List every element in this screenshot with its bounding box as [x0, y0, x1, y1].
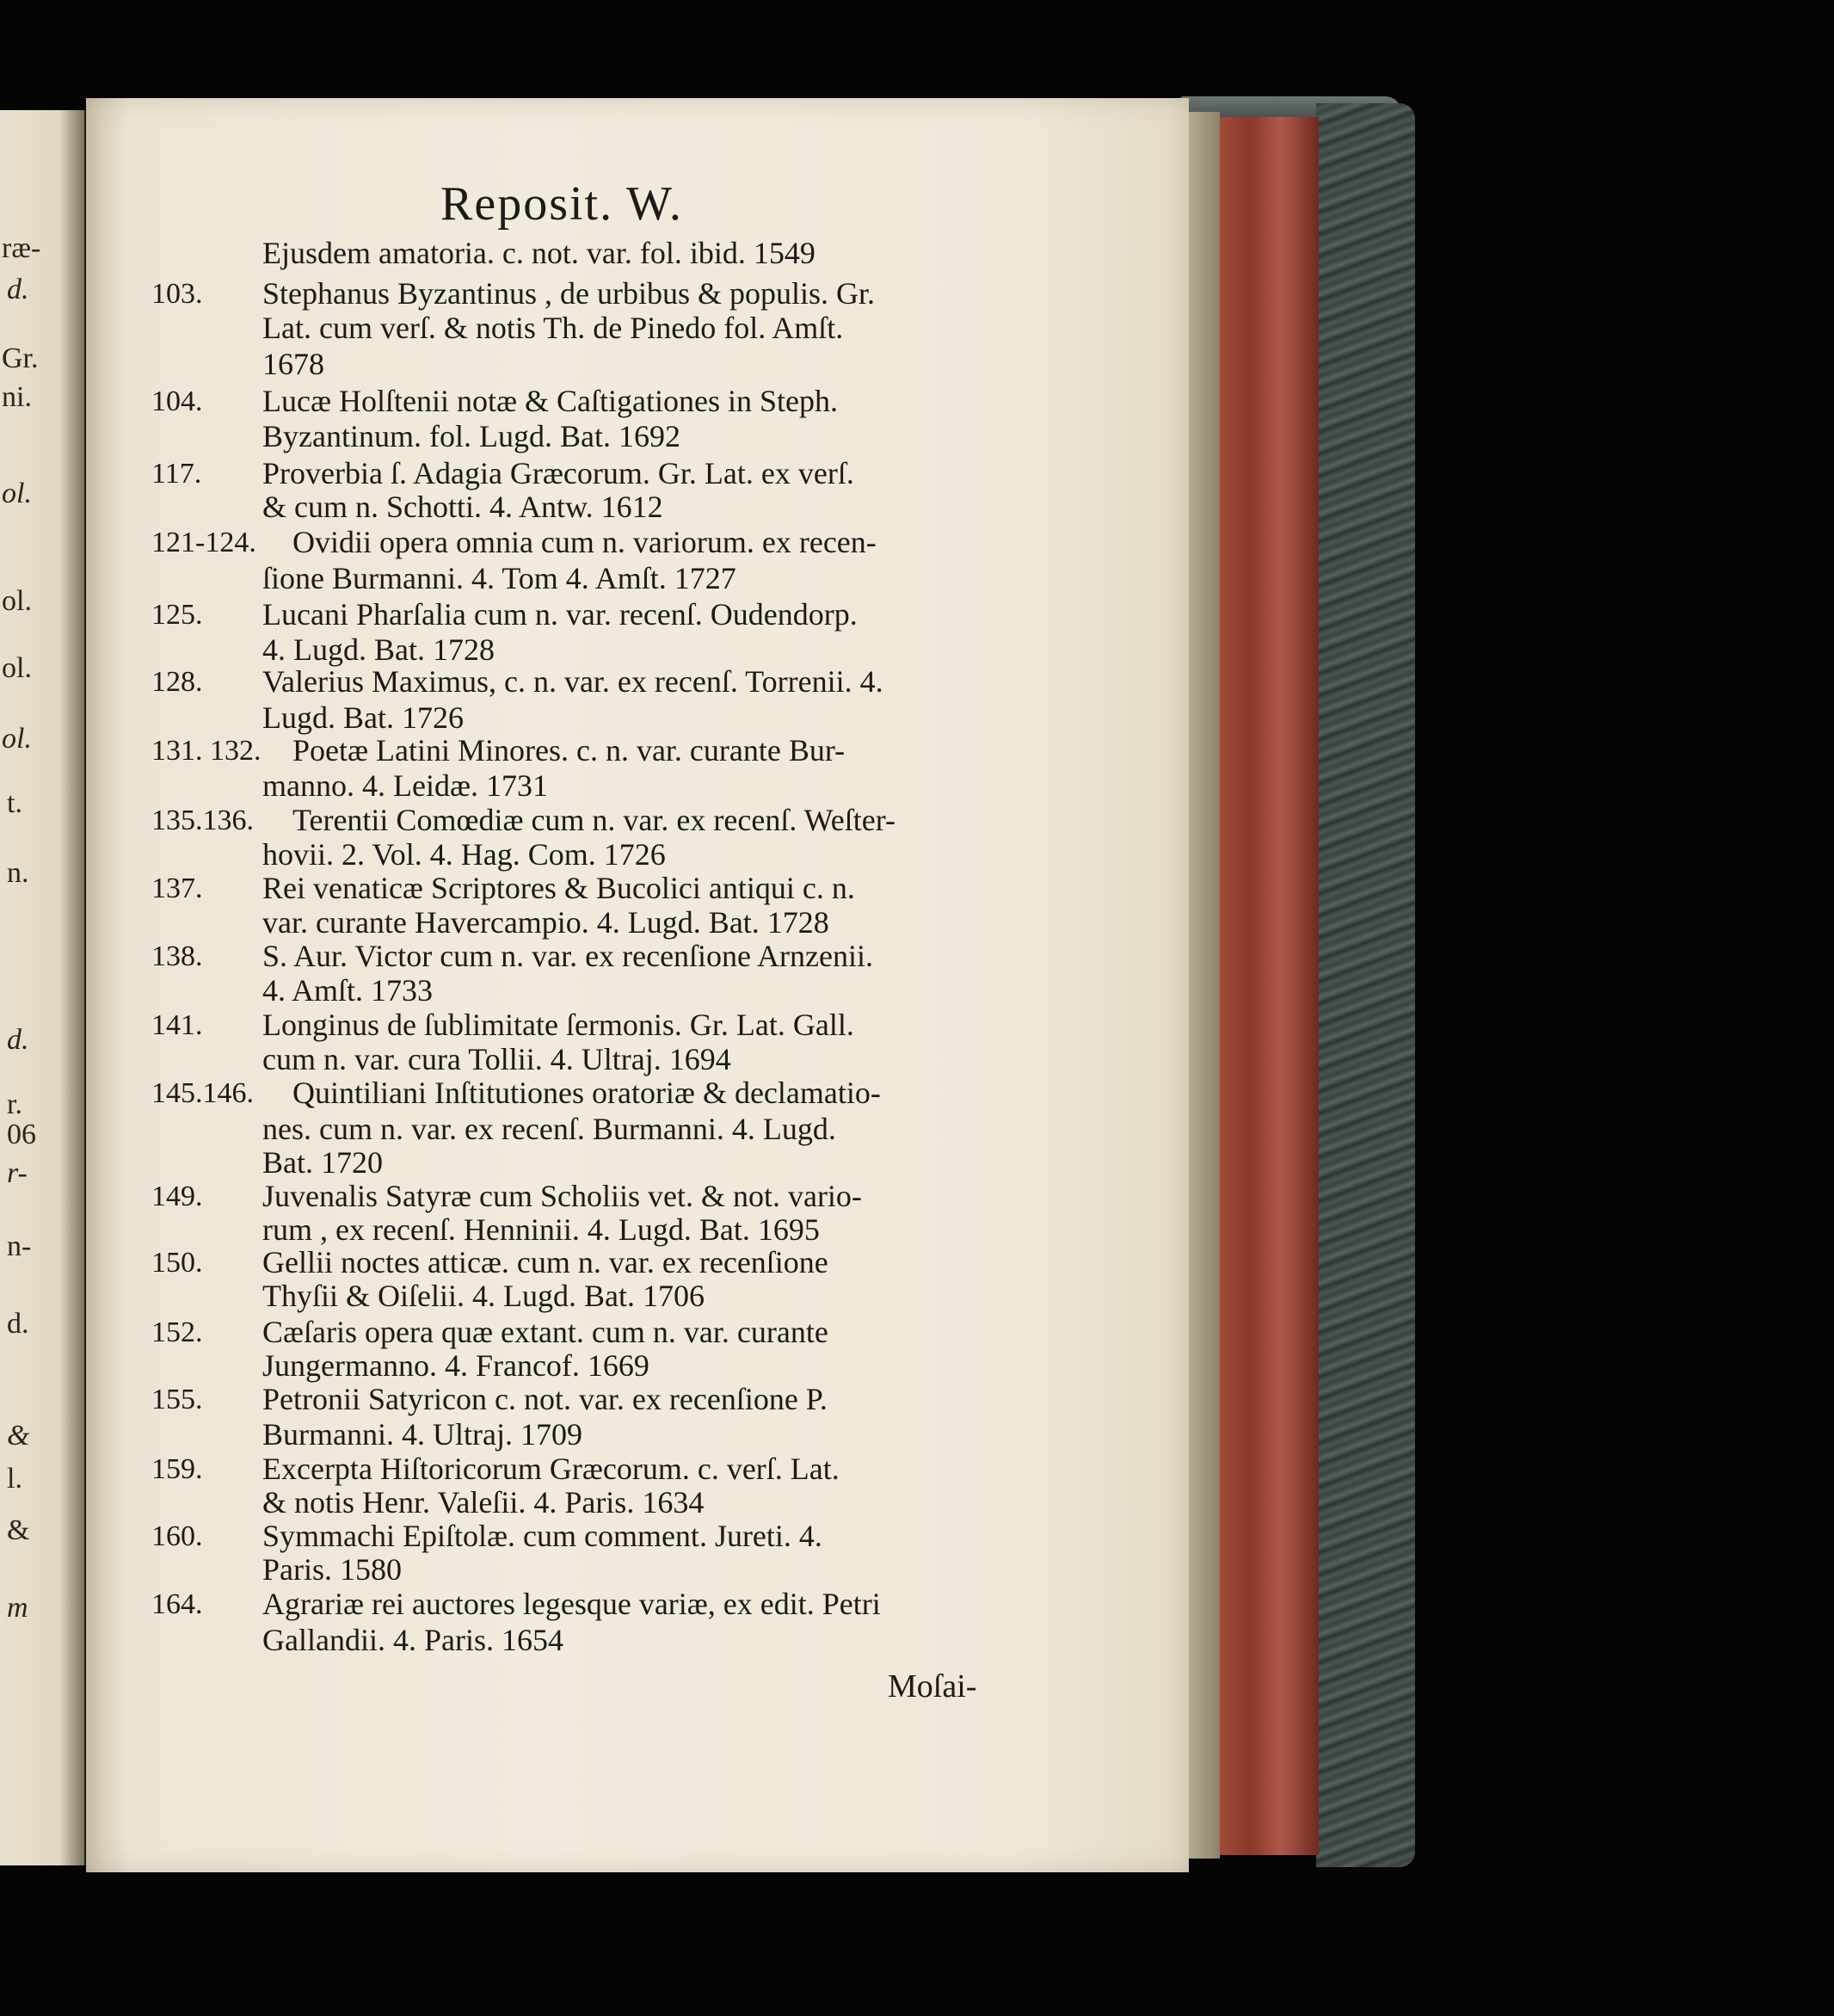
entry-line: & notis Henr. Valeſii. 4. Paris. 1634	[262, 1485, 705, 1520]
entry-line: Stephanus Byzantinus , de urbibus & populis. Gr.	[262, 276, 875, 311]
entry-line: Poetæ Latini Minores. c. n. var. curante Bur-	[292, 733, 846, 768]
left-page-fragment: 06	[7, 1119, 36, 1150]
left-page-fragment: r.	[7, 1088, 22, 1120]
entry-line: Juvenalis Satyræ cum Scholiis vet. & not. vario-	[262, 1179, 862, 1213]
left-page-fragment: ol.	[2, 652, 32, 684]
entry-number: 117.	[151, 458, 202, 490]
left-page-fragment: d.	[7, 1024, 29, 1056]
left-page-fragment: d.	[7, 1308, 29, 1340]
entry-line: Quintiliani Inſtitutiones oratoriæ & declamatio-	[292, 1076, 881, 1110]
entry-number: 145.146.	[151, 1077, 254, 1109]
entry-number: 138.	[151, 940, 203, 972]
entry-line: Excerpta Hiſtoricorum Græcorum. c. verſ. Lat.	[262, 1452, 840, 1486]
left-page-fragment: &	[7, 1514, 30, 1546]
entry-line: Lucæ Holſtenii notæ & Caſtigationes in Steph.	[262, 384, 838, 418]
entry-line: var. curante Havercampio. 4. Lugd. Bat. 1728	[262, 905, 829, 940]
left-page-fragment: ol.	[2, 478, 32, 509]
entry-line: ſione Burmanni. 4. Tom 4. Amſt. 1727	[262, 561, 736, 595]
entry-line: Agrariæ rei auctores legesque variæ, ex edit. Petri	[262, 1587, 881, 1621]
entry-number: 135.136.	[151, 805, 254, 836]
entry-number: 121-124.	[151, 527, 256, 558]
entry-line: 1678	[262, 347, 324, 381]
entry-number: 159.	[151, 1453, 203, 1485]
entry-line: Thyſii & Oiſelii. 4. Lugd. Bat. 1706	[262, 1279, 705, 1313]
entry-line: Lugd. Bat. 1726	[262, 700, 464, 735]
entry-line: 4. Amſt. 1733	[262, 973, 434, 1008]
entry-number: 128.	[151, 666, 203, 698]
entry-line: Terentii Comœdiæ cum n. var. ex recenſ. Weſter-	[292, 803, 895, 837]
entry-line: 4. Lugd. Bat. 1728	[262, 632, 495, 667]
left-page-fragment: &	[7, 1420, 30, 1452]
entry-line: Petronii Satyricon c. not. var. ex recenſione P.	[262, 1382, 828, 1416]
entry-number: 150.	[151, 1247, 203, 1279]
left-page-fragment: r-	[7, 1157, 28, 1189]
entry-line: manno. 4. Leidæ. 1731	[262, 768, 548, 803]
entry-number: 131. 132.	[151, 735, 262, 767]
entry-number: 155.	[151, 1384, 203, 1415]
left-page-fragment: t.	[7, 787, 22, 819]
entry-line: Valerius Maximus, c. n. var. ex recenſ. Torrenii. 4.	[262, 664, 883, 699]
entry-line: Longinus de ſublimitate ſermonis. Gr. Lat. Gall.	[262, 1008, 854, 1042]
entry-line: Gellii noctes atticæ. cum n. var. ex recenſione	[262, 1245, 828, 1279]
entry-line: Lat. cum verſ. & notis Th. de Pinedo fol. Amſt.	[262, 311, 844, 345]
entry-line: Burmanni. 4. Ultraj. 1709	[262, 1417, 582, 1452]
entry-number: 104.	[151, 385, 203, 417]
left-page-fragment: ni.	[2, 381, 32, 413]
left-page-fragment: Gr.	[2, 342, 39, 374]
entry-line: cum n. var. cura Tollii. 4. Ultraj. 1694	[262, 1042, 731, 1076]
entry-line: Bat. 1720	[262, 1145, 383, 1180]
entry-line: Jungermanno. 4. Francof. 1669	[262, 1348, 649, 1383]
entry-line: Byzantinum. fol. Lugd. Bat. 1692	[262, 419, 680, 453]
catchword: Moſai-	[888, 1668, 977, 1705]
entry-number: 160.	[151, 1520, 203, 1552]
entry-number: 103.	[151, 278, 203, 310]
entry-line: Proverbia ſ. Adagia Græcorum. Gr. Lat. ex verſ.	[262, 456, 854, 490]
running-header: Reposit. W.	[440, 177, 683, 231]
entry-number: 152.	[151, 1316, 203, 1348]
entry-number: 149.	[151, 1181, 203, 1212]
entry-line: Rei venaticæ Scriptores & Bucolici antiqui c. n.	[262, 871, 855, 905]
entry-number: 164.	[151, 1588, 203, 1620]
left-page-fragment: ol.	[2, 585, 32, 617]
entry-line: Symmachi Epiſtolæ. cum comment. Jureti. 4.	[262, 1519, 822, 1553]
entry-line: Ovidii opera omnia cum n. variorum. ex recen-	[292, 525, 877, 559]
left-page-fragment: ræ-	[2, 232, 41, 264]
entry-line: Lucani Pharſalia cum n. var. recenſ. Oudendorp.	[262, 597, 858, 632]
entry-line: S. Aur. Victor cum n. var. ex recenſione Arnzenii.	[262, 939, 873, 973]
left-page-fragment: n-	[7, 1230, 32, 1262]
entry-line: nes. cum n. var. ex recenſ. Burmanni. 4. Lugd.	[262, 1112, 836, 1146]
left-page-fragment: n.	[7, 857, 29, 889]
entry-line: rum , ex recenſ. Henninii. 4. Lugd. Bat. 1695	[262, 1212, 820, 1247]
entry-line: Paris. 1580	[262, 1552, 402, 1587]
entry-number: 125.	[151, 599, 203, 631]
left-page-fragment: l.	[7, 1463, 22, 1495]
entry-number: 137.	[151, 872, 203, 904]
left-page-fragment: ol.	[2, 723, 32, 755]
entry-line: & cum n. Schotti. 4. Antw. 1612	[262, 490, 663, 524]
entry-line: hovii. 2. Vol. 4. Hag. Com. 1726	[262, 837, 666, 872]
entry-line: Gallandii. 4. Paris. 1654	[262, 1623, 563, 1657]
entry-line: Cæſaris opera quæ extant. cum n. var. curante	[262, 1315, 828, 1349]
left-page-fragment: m	[7, 1592, 28, 1624]
entry-number: 141.	[151, 1009, 203, 1041]
entry-line: Ejusdem amatoria. c. not. var. fol. ibid. 1549	[262, 236, 815, 270]
left-page-fragment: d.	[7, 274, 29, 305]
